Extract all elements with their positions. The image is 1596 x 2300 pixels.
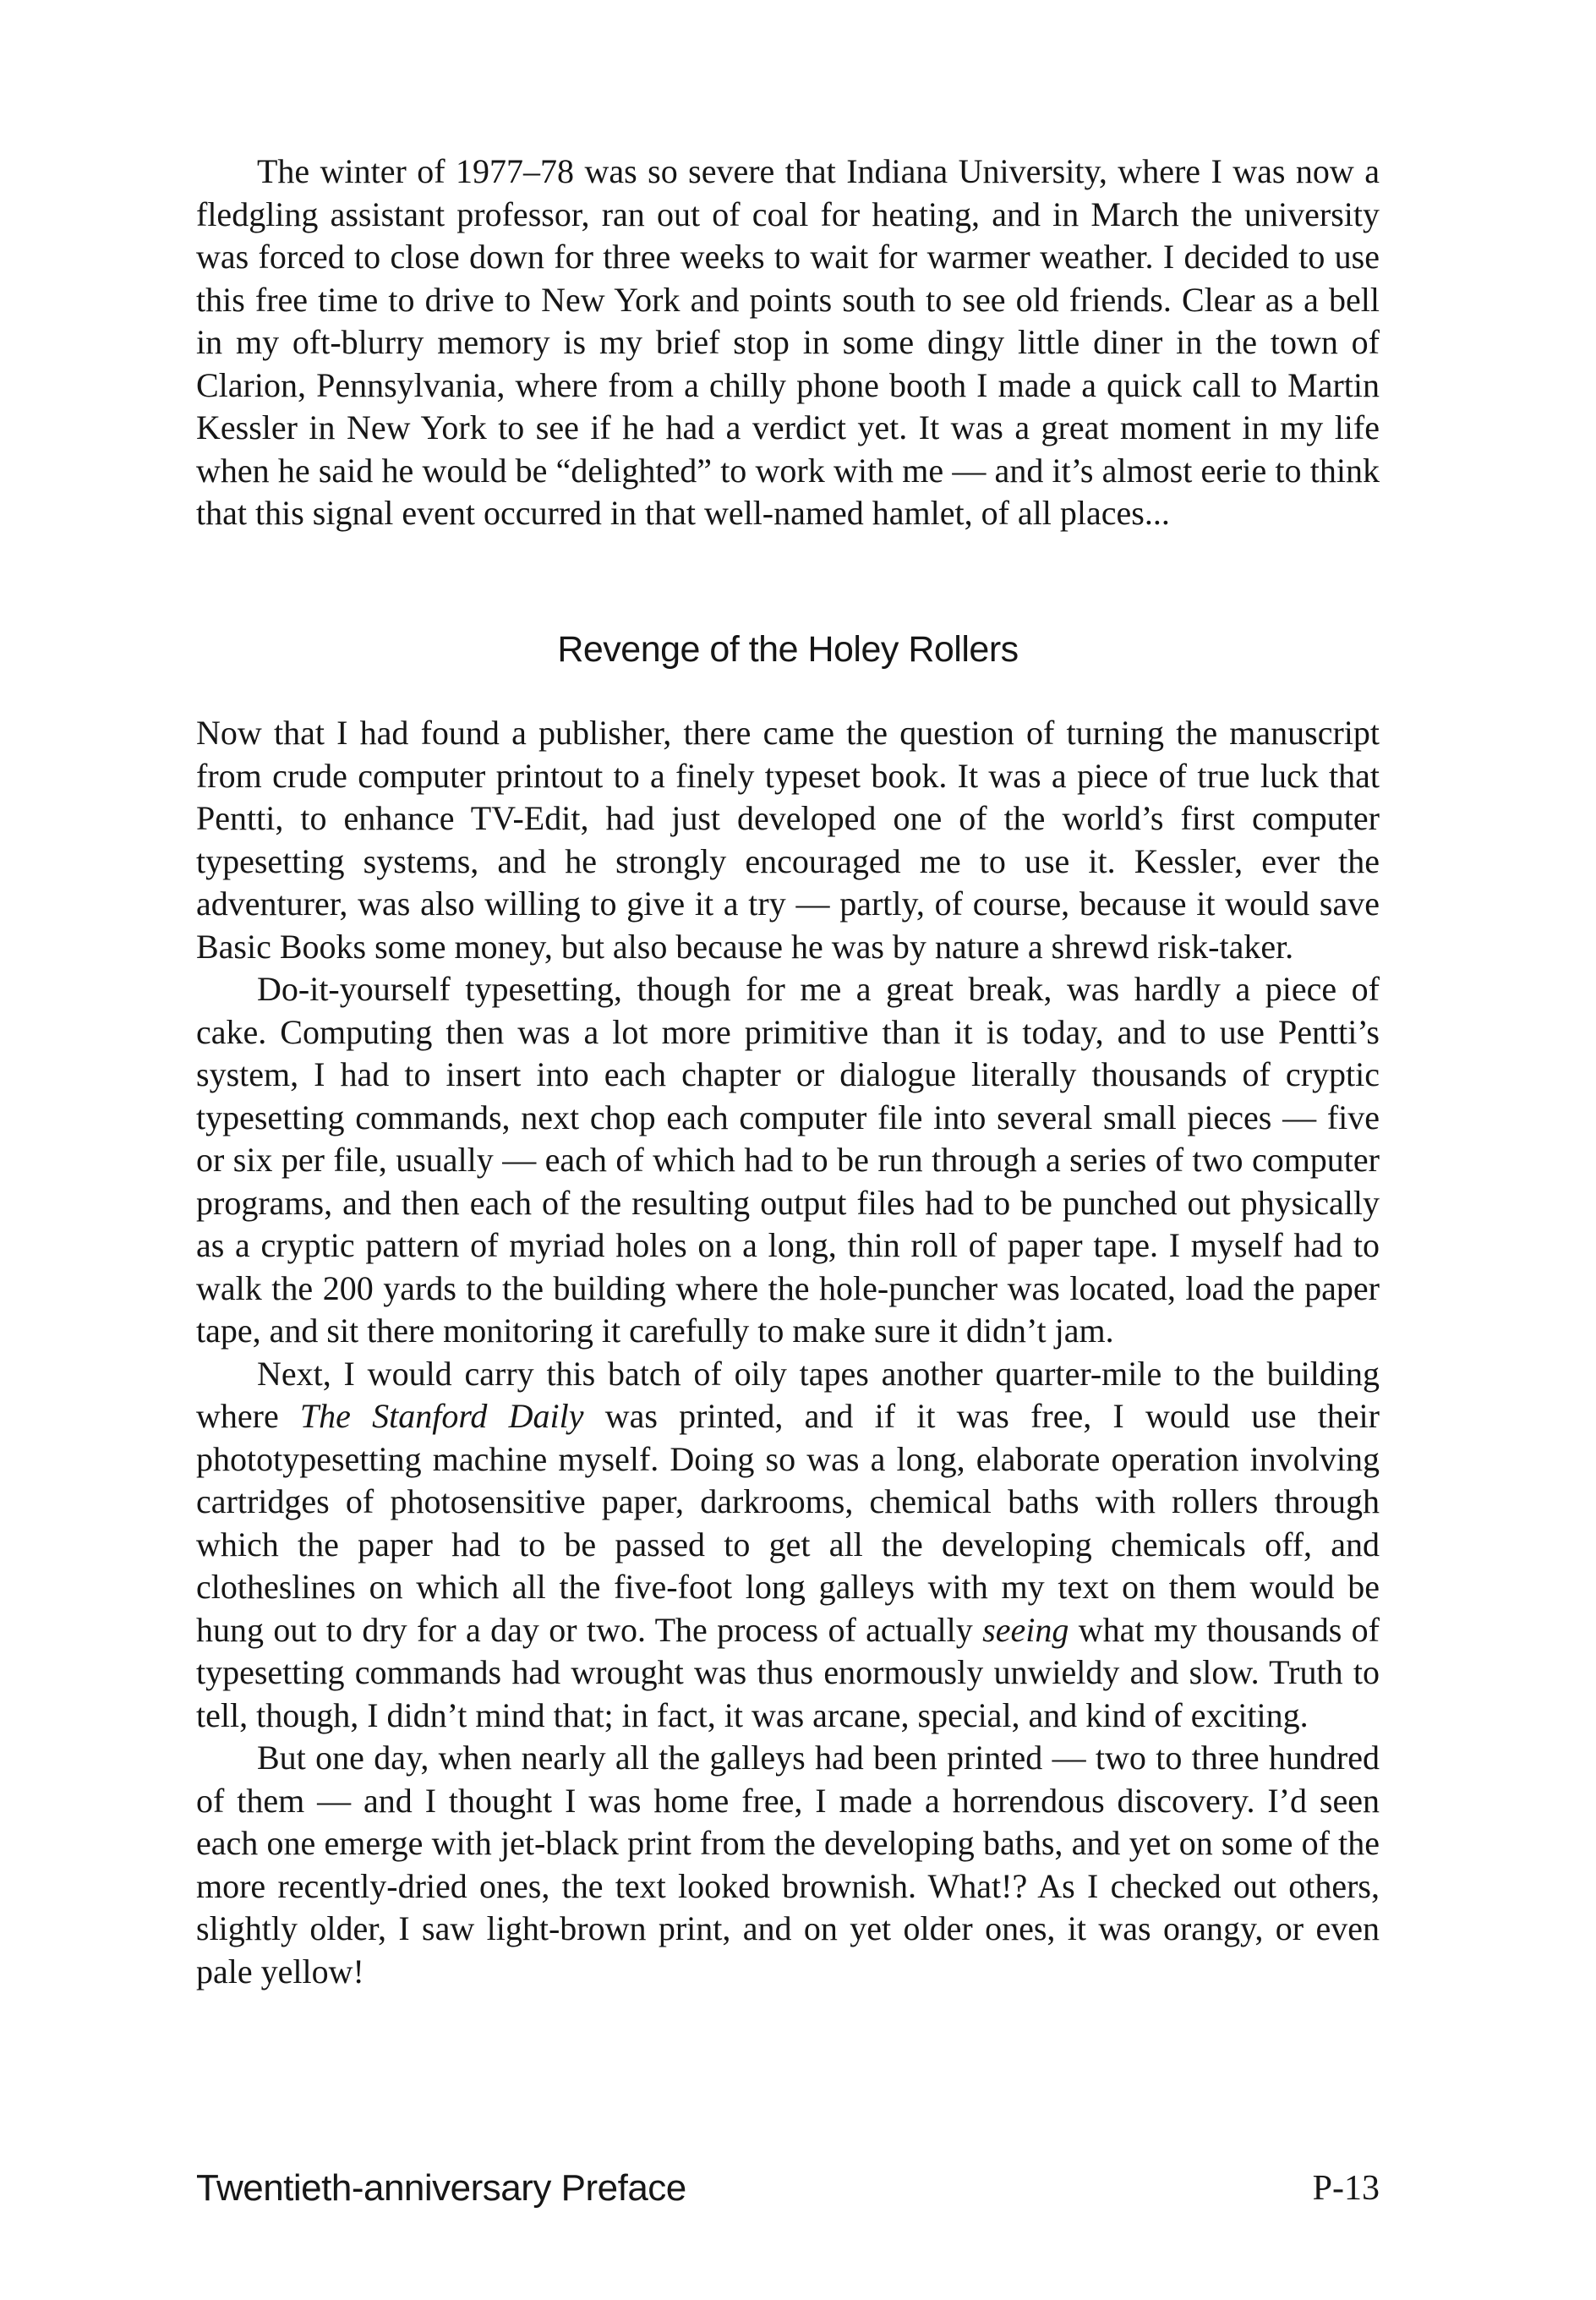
emphasized-word: seeing xyxy=(982,1610,1069,1649)
paragraph-stanford-daily xyxy=(196,1353,1380,1738)
paragraph-stanford-daily-part-3: what my thousands of typesetting commands had wrought was thus enormously unwieldy and slow. Truth to tell, though, I didn’t mind that; in fact, it was arcane, special, and kind of exciting. xyxy=(196,1610,1380,1734)
page-number: P-13 xyxy=(1312,2169,1380,2208)
opening-text-block xyxy=(196,151,1380,535)
paragraph-publisher: Now that I had found a publisher, there came the question of turning the manuscript from crude computer printout to a finely typeset book. It was a piece of true luck that Pentti, to enhance TV-Edit, had just developed one of the world’s first computer typesetting systems, and he strongly encouraged me to use it. Kessler, ever the adventurer, was also willing to give it a try — partly, of course, because it would save Basic Books some money, but also because he was by nature a shrewd risk-taker. xyxy=(196,714,1380,966)
paragraph-stanford-daily-part-1: Next, I would carry this batch of oily tapes another quarter-mile to the building where xyxy=(196,1354,1380,1435)
running-footer-title: Twentieth-anniversary Preface xyxy=(196,2167,686,2209)
paragraph-stanford-daily-part-2: was printed, and if it was free, I would use their phototypesetting machine myself. Doing so was a long, elaborate operation involving cartridges of photosensitive paper, darkrooms, chemical baths with rollers through which the paper had to be passed to get all the developing chemicals off, and clotheslines on which all the five-foot long galleys with my text on them would be hung out to dry for a day or two. The process of actually xyxy=(196,1397,1380,1649)
section-text-block xyxy=(196,712,1380,1993)
paragraph-winter-1977: The winter of 1977–78 was so severe that Indiana University, where I was now a fledgling assistant professor, ran out of coal for heating, and in March the university was forced to close down for three weeks to wait for warmer weather. I decided to use this free time to drive to New York and points south to see old friends. Clear as a bell in my oft-blurry memory is my brief stop in some dingy little diner in the town of Clarion, Pennsylvania, where from a chilly phone booth I made a quick call to Martin Kessler in New York to see if he had a verdict yet. It was a great moment in my life when he said he would be “delighted” to work with me — and it’s almost eerie to think that this signal event occurred in that well-named hamlet, of all places... xyxy=(196,152,1380,532)
section-heading: Revenge of the Holey Rollers xyxy=(557,629,1019,670)
paragraph-discovery: But one day, when nearly all the galleys had been printed — two to three hundred of them — and I thought I was home free, I made a horrendous discovery. I’d seen each one emerge with jet-black print from the developing baths, and yet on some of the more recently-dried ones, the text looked brownish. What!? As I checked out others, slightly older, I saw light-brown print, and on yet older ones, it was orangy, or even pale yellow! xyxy=(196,1739,1380,1991)
paragraph-typesetting: Do-it-yourself typesetting, though for me a great break, was hardly a piece of cake. Computing then was a lot more primitive than it is today, and to use Pentti’s system, I had to insert into each chapter or dialogue literally thousands of cryptic typesetting commands, next chop each computer file into several small pieces — five or six per file, usually — each of which had to be run through a series of two computer programs, and then each of the resulting output files had to be punched out physically as a cryptic pattern of myriad holes on a long, thin roll of paper tape. I myself had to walk the 200 yards to the building where the hole-puncher was located, load the paper tape, and sit there monitoring it carefully to make sure it didn’t jam. xyxy=(196,970,1380,1350)
newspaper-title: The Stanford Daily xyxy=(299,1397,584,1435)
